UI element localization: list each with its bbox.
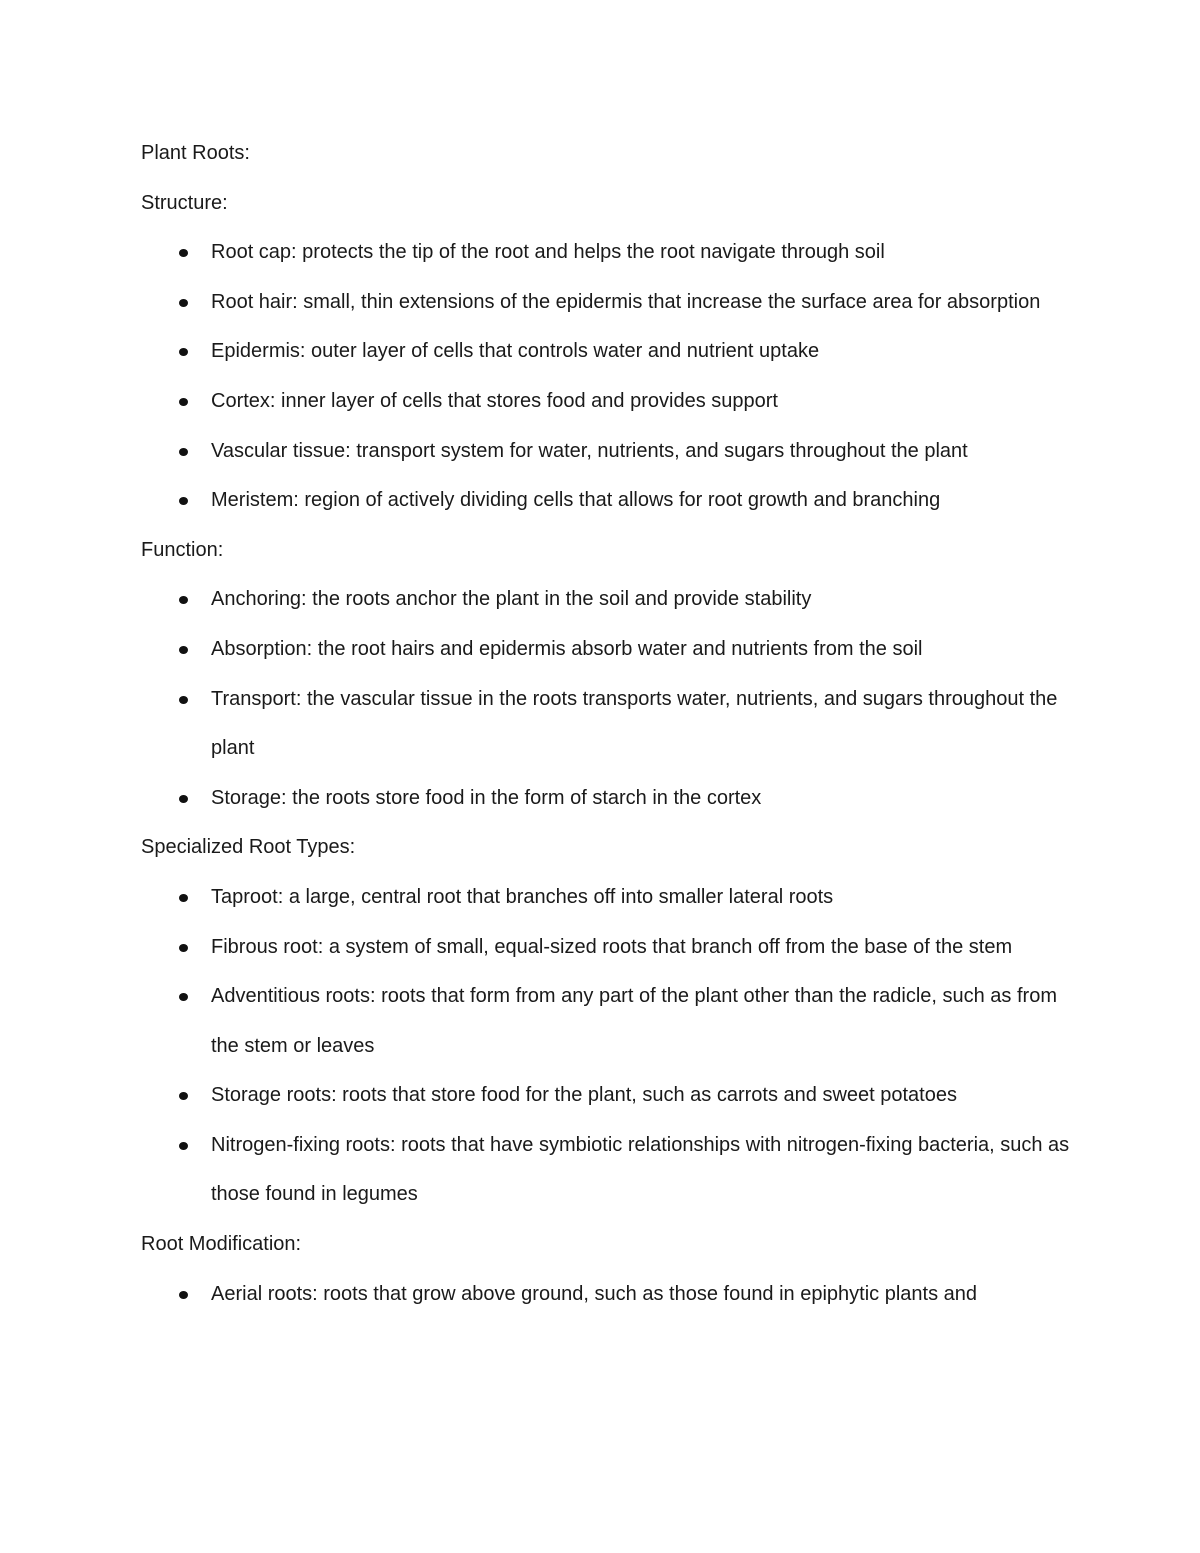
- bullet-icon: [179, 795, 188, 803]
- bullet-list: [141, 1270, 1071, 1320]
- section-specialized-root-types: [141, 823, 1071, 1220]
- list-item: [141, 873, 1071, 923]
- list-item-text: Adventitious roots: roots that form from any part of the plant other than the radicle, such as from the stem or leaves: [211, 985, 1057, 1057]
- list-item-text: Anchoring: the roots anchor the plant in the soil and provide stability: [211, 588, 812, 611]
- bullet-icon: [179, 348, 188, 356]
- list-item: [141, 476, 1071, 526]
- list-item: [141, 675, 1071, 774]
- section-heading: Root Modification:: [141, 1233, 302, 1256]
- section-heading: Specialized Root Types:: [141, 836, 356, 859]
- list-item: [141, 1270, 1071, 1320]
- bullet-icon: [179, 646, 188, 654]
- section-heading: Structure:: [141, 191, 228, 214]
- list-item: [141, 427, 1071, 477]
- list-item: [141, 228, 1071, 278]
- list-item-text: Root hair: small, thin extensions of the epidermis that increase the surface area for absorption: [211, 290, 1041, 313]
- list-item: [141, 327, 1071, 377]
- section-structure: [141, 179, 1071, 526]
- bullet-icon: [179, 944, 188, 952]
- list-item: [141, 1121, 1071, 1220]
- bullet-list: [141, 228, 1071, 526]
- list-item-text: Storage roots: roots that store food for the plant, such as carrots and sweet potatoes: [211, 1084, 957, 1107]
- bullet-icon: [179, 299, 188, 307]
- list-item-text: Fibrous root: a system of small, equal-sized roots that branch off from the base of the stem: [211, 935, 1013, 958]
- bullet-icon: [179, 398, 188, 406]
- section-root-modification: [141, 1220, 1071, 1319]
- list-item: [141, 1071, 1071, 1121]
- list-item-text: Cortex: inner layer of cells that stores food and provides support: [211, 389, 778, 412]
- list-item-text: Vascular tissue: transport system for water, nutrients, and sugars throughout the plant: [211, 439, 968, 462]
- list-item: [141, 377, 1071, 427]
- list-item: [141, 923, 1071, 973]
- bullet-list: [141, 575, 1071, 823]
- list-item-text: Meristem: region of actively dividing cells that allows for root growth and branching: [211, 489, 941, 512]
- document-body: [141, 129, 1071, 1319]
- section-heading: Function:: [141, 538, 224, 561]
- bullet-icon: [179, 1291, 188, 1299]
- bullet-icon: [179, 696, 188, 704]
- list-item: [141, 774, 1071, 824]
- bullet-icon: [179, 249, 188, 257]
- document-title: Plant Roots:: [141, 142, 250, 164]
- bullet-list: [141, 873, 1071, 1220]
- bullet-icon: [179, 1142, 188, 1150]
- section-function: [141, 526, 1071, 824]
- list-item-text: Nitrogen-fixing roots: roots that have symbiotic relationships with nitrogen-fixing bacteria, such as those found in legumes: [211, 1133, 1070, 1206]
- list-item: [141, 625, 1071, 675]
- list-item-text: Aerial roots: roots that grow above ground, such as those found in epiphytic plants and: [211, 1282, 978, 1305]
- bullet-icon: [179, 596, 188, 604]
- list-item: [141, 278, 1071, 328]
- bullet-icon: [179, 448, 188, 456]
- list-item-text: Absorption: the root hairs and epidermis absorb water and nutrients from the soil: [211, 637, 923, 660]
- bullet-icon: [179, 1092, 188, 1100]
- list-item-text: Transport: the vascular tissue in the roots transports water, nutrients, and sugars throughout the plant: [211, 687, 1058, 760]
- list-item-text: Root cap: protects the tip of the root and helps the root navigate through soil: [211, 241, 885, 264]
- bullet-icon: [179, 894, 188, 902]
- list-item-text: Storage: the roots store food in the form of starch in the cortex: [211, 786, 762, 809]
- bullet-icon: [179, 993, 188, 1001]
- bullet-icon: [179, 497, 188, 505]
- list-item: [141, 575, 1071, 625]
- list-item-text: Epidermis: outer layer of cells that controls water and nutrient uptake: [211, 340, 820, 363]
- list-item: [141, 972, 1071, 1071]
- list-item-text: Taproot: a large, central root that branches off into smaller lateral roots: [211, 885, 834, 908]
